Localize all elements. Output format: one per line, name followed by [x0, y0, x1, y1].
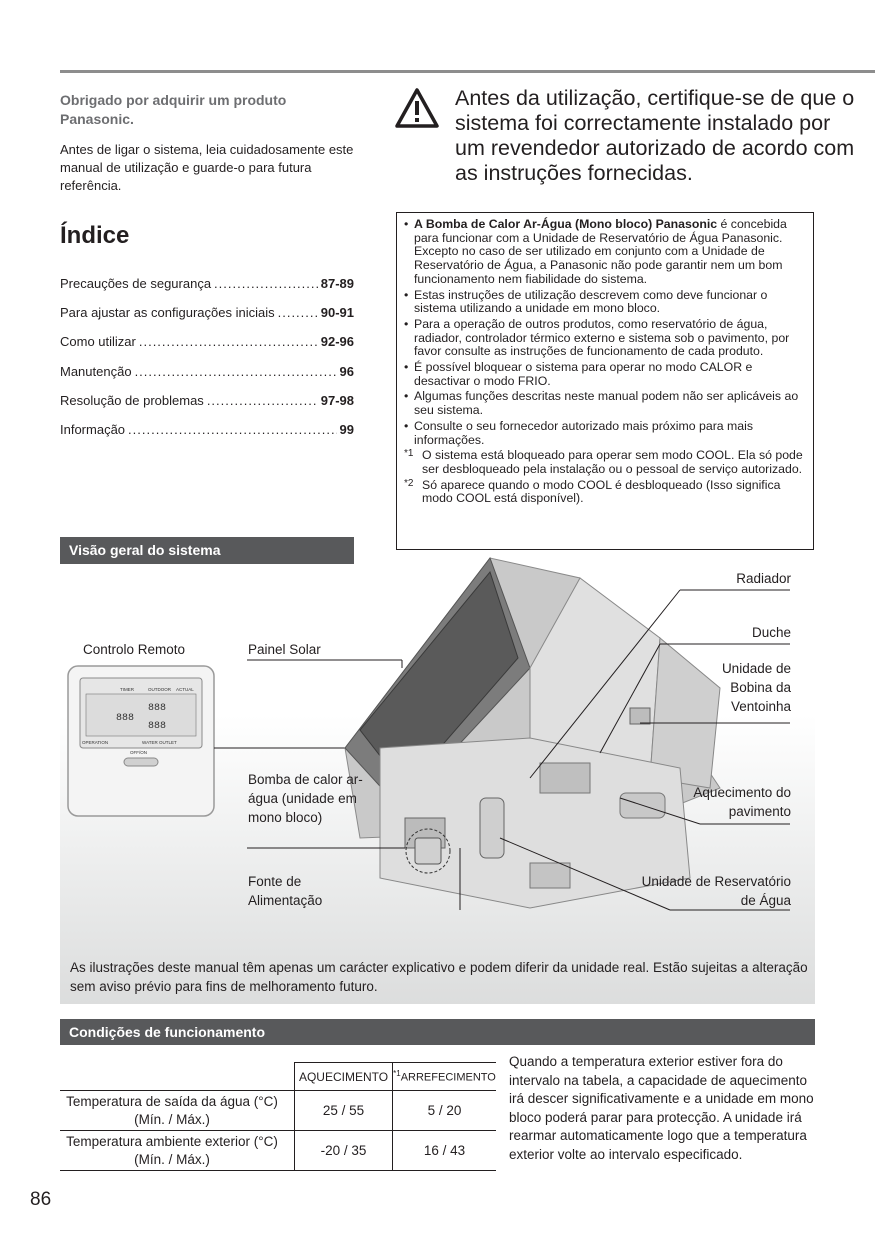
svg-text:OPERATION: OPERATION [82, 740, 109, 745]
thanks-body: Antes de ligar o sistema, leia cuidadosamente este manual de utilização e guarde-o para futura referência. [60, 142, 354, 193]
svg-text:OFF/ON: OFF/ON [130, 750, 147, 755]
note-item: • Para a operação de outros produtos, como reservatório de água, radiador, controlador térmico externo e sistema sob o pavimento, por favor consulte as instruções de funcionamento de cada produto. [404, 316, 790, 359]
toc-item[interactable]: Para ajustar as configurações iniciais ..... 90-91 [60, 305, 354, 334]
conditions-note: Quando a temperatura exterior estiver fora do intervalo na tabela, a capacidade de aquecimento irá descer significativamente e a unidade em mono bloco poderá parar para protecção. A unidade irá rearmar automaticamente logo que a temperatura exterior volte ao intervalo especificado. [509, 1054, 814, 1162]
table-row: Temperatura de saída da água (°C) (Mín. / Máx.) 25 / 55 5 / 20 [60, 1091, 496, 1131]
svg-text:TIMER: TIMER [120, 687, 134, 692]
label-heat-pump: Bomba de calor ar-água (unidade em mono bloco) [248, 772, 363, 825]
conditions-table [60, 1062, 496, 1171]
note-item: • Estas instruções de utilização descrevem como deve funcionar o sistema utilizando a unidade em mono bloco. [404, 287, 768, 316]
label-radiator: Radiador [736, 571, 791, 586]
svg-text:888: 888 [148, 703, 167, 714]
toc-item[interactable]: Como utilizar ..... 92-96 [60, 334, 354, 363]
section-header-conditions: Condições de funcionamento [60, 1019, 815, 1045]
index-title: Índice [60, 222, 130, 249]
page-number: 86 [30, 1189, 52, 1210]
label-shower: Duche [751, 625, 791, 640]
warning-heading: Antes da utilização, certifique-se de que o sistema foi correctamente instalado por um revendedor autorizado de acordo com as instruções fornecidas. [455, 86, 855, 185]
note-item: • É possível bloquear o sistema para operar no modo CALOR e desactivar o modo FRIO. [404, 360, 753, 388]
notes-list [404, 218, 809, 508]
label-floor-heating: Aquecimento do pavimento [693, 785, 791, 819]
table-of-contents [60, 276, 354, 451]
label-power-supply: Fonte de Alimentação [248, 874, 323, 908]
table-row: Temperatura ambiente exterior (°C) (Mín. / Máx.) -20 / 35 16 / 43 [60, 1131, 496, 1171]
column-header-heating: AQUECIMENTO [295, 1063, 393, 1091]
toc-item[interactable]: Manutenção ..... 96 [60, 364, 354, 393]
note-item: • Algumas funções descritas neste manual podem não ser aplicáveis ao seu sistema. [404, 389, 799, 418]
label-fan-coil-unit: Unidade de Bobina da Ventoinha [721, 661, 791, 714]
svg-text:OUTDOOR: OUTDOOR [148, 687, 171, 692]
remote-control-illustration [68, 666, 214, 816]
thanks-title: Obrigado por adquirir um produto Panasonic. [60, 92, 287, 127]
illustration-disclaimer: As ilustrações deste manual têm apenas um carácter explicativo e podem diferir da unidade real. Estão sujeitas a alteração sem aviso prévio para fins de melhoramento futuro. [70, 960, 808, 994]
note-item: • Consulte o seu fornecedor autorizado mais próximo para mais informações. [404, 418, 754, 447]
footnote-2: *2 Só aparece quando o modo COOL é desbloqueado (Isso significa modo COOL está disponível). [404, 477, 781, 506]
svg-text:WATER OUTLET: WATER OUTLET [142, 740, 177, 745]
svg-text:888: 888 [148, 721, 167, 732]
footnote-1: *1 O sistema está bloqueado para operar sem modo COOL. Ela só pode ser desbloqueado pela instalação ou o pessoal de serviço autorizado. [404, 448, 803, 476]
svg-text:ACTUAL: ACTUAL [176, 687, 194, 692]
warning-triangle-icon [394, 87, 440, 129]
label-water-tank-unit: Unidade de Reservatório de Água [641, 874, 791, 908]
section-header-overview: Visão geral do sistema [60, 537, 354, 564]
column-header-cooling: $^{*1}$ARREFECIMENTO [392, 1063, 496, 1091]
label-solar-panel: Painel Solar [248, 642, 321, 657]
svg-text:888: 888 [116, 713, 135, 724]
top-rule [60, 70, 875, 73]
label-remote-control: Controlo Remoto [83, 642, 186, 657]
toc-item[interactable]: Resolução de problemas ..... 97-98 [60, 393, 354, 422]
note-item: • A Bomba de Calor Ar-Água (Mono bloco) Panasonic é concebida para funcionar com a Unidade de Reservatório de Água Panasonic. Excepto no caso de ser utilizado em conjunto com a Unidade de Reservatório de Água, a Panasonic não pode garantir nem um bom funcionamento nem fiabilidade do sistema. [404, 217, 787, 286]
toc-item[interactable]: Precauções de segurança ..... 87-89 [60, 276, 354, 305]
toc-item[interactable]: Informação ..... 99 [60, 422, 354, 451]
